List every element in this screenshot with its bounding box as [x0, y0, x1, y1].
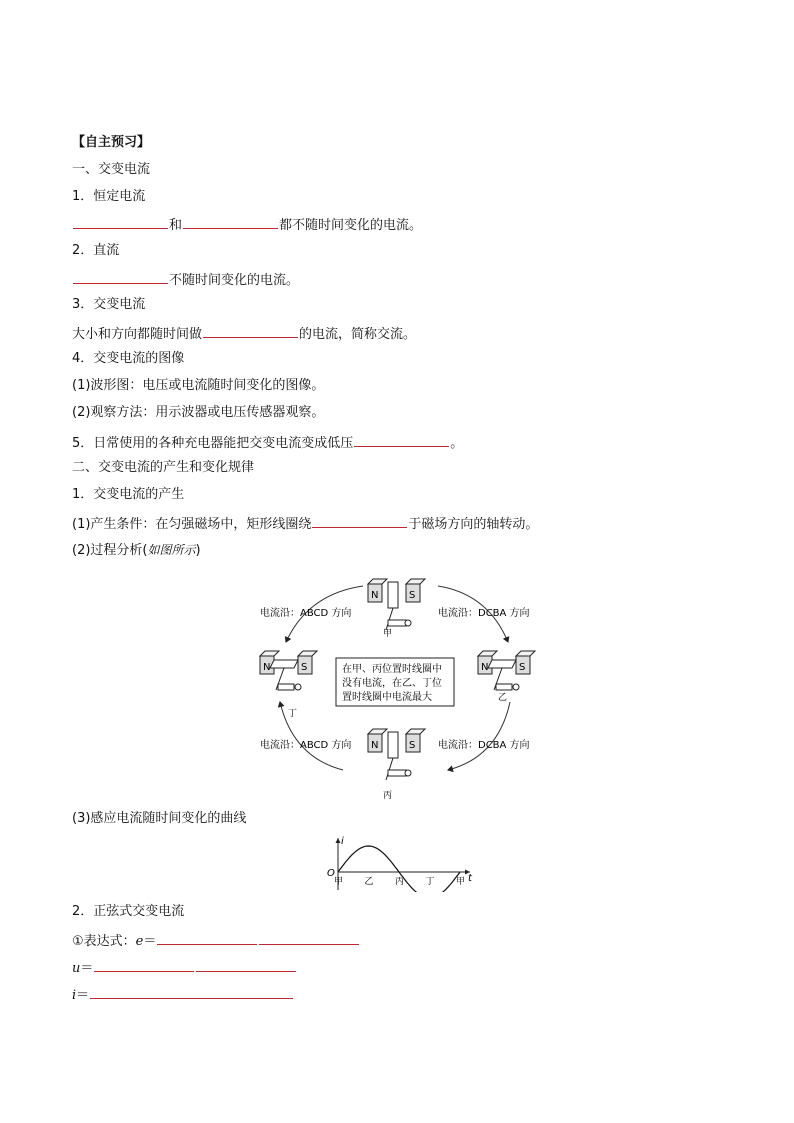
- answer-blank[interactable]: [312, 513, 407, 528]
- curve-label: (3)感应电流随时间变化的曲线: [72, 811, 247, 826]
- answer-blank[interactable]: [259, 930, 359, 945]
- item1-title: 1．恒定电流: [72, 189, 146, 204]
- x-tick-label: 甲: [334, 877, 344, 887]
- equals-sign: ＝: [143, 934, 157, 949]
- flow-arrow-right-down: [448, 702, 510, 770]
- answer-blank[interactable]: [203, 323, 298, 338]
- item2-end-text: 不随时间变化的电流。: [169, 273, 300, 288]
- item5-line: [72, 432, 463, 453]
- equals-sign: ＝: [76, 988, 90, 1003]
- item5-start-text: 5．日常使用的各种充电器能把交变电流变成低压: [72, 436, 354, 451]
- center-note-line3: 置时线圈中电流最大: [342, 692, 432, 703]
- magnet-s: S: [301, 662, 308, 673]
- answer-blank[interactable]: [196, 957, 296, 972]
- magnet-n: N: [371, 590, 379, 601]
- expression-prefix: ①表达式：: [72, 934, 136, 949]
- item3-line: [72, 323, 416, 344]
- condition-end-text: 于磁场方向的轴转动。: [408, 517, 539, 532]
- var-i: i: [72, 988, 77, 1003]
- process-note: 如图所示: [147, 543, 196, 557]
- answer-blank[interactable]: [90, 984, 293, 999]
- equals-sign: ＝: [80, 961, 94, 976]
- process-line: [72, 541, 201, 560]
- generator-unit-right: [478, 651, 535, 703]
- process-text: (2)过程分析(: [72, 543, 148, 558]
- answer-blank[interactable]: [73, 214, 168, 229]
- generator-unit-top: [368, 579, 425, 639]
- answer-blank[interactable]: [73, 269, 168, 284]
- label-top-left: 电流沿：ABCD 方向: [260, 608, 352, 619]
- item4-line2: (2)观察方法：用示波器或电压传感器观察。: [72, 405, 325, 420]
- part1-heading: 一、交变电流: [72, 162, 151, 177]
- process-close: ): [195, 543, 201, 558]
- x-tick-label: 甲: [456, 877, 466, 887]
- position-label-left: 丁: [288, 709, 298, 719]
- item3-start-text: 大小和方向都随时间做: [72, 327, 203, 342]
- magnet-s: S: [409, 590, 416, 601]
- item1-line: [72, 214, 422, 235]
- label-bottom-right: 电流沿：DCBA 方向: [438, 740, 530, 751]
- condition-line: [72, 513, 538, 534]
- item3-title: 3．交变电流: [72, 297, 146, 312]
- magnet-n: N: [263, 662, 271, 673]
- x-axis-label: t: [468, 873, 472, 884]
- expression-e-line: [72, 930, 360, 951]
- item3-end-text: 的电流，简称交流。: [299, 327, 417, 342]
- item2-title: 2．直流: [72, 243, 120, 258]
- expression-i-line: [72, 984, 294, 1005]
- answer-blank[interactable]: [183, 214, 278, 229]
- item1-end-text: 都不随时间变化的电流。: [279, 218, 423, 233]
- x-tick-label: 乙: [364, 877, 374, 887]
- x-tick-label: 丁: [425, 877, 435, 887]
- generator-unit-left: [260, 651, 317, 719]
- position-label-bottom: 丙: [383, 791, 393, 801]
- var-e: e: [135, 934, 144, 949]
- generator-diagram: [248, 572, 548, 804]
- position-label-top: 甲: [383, 629, 393, 639]
- item4-title: 4．交变电流的图像: [72, 351, 185, 366]
- sub1-title: 1．交变电流的产生: [72, 487, 185, 502]
- item4-line1: (1)波形图：电压或电流随时间变化的图像。: [72, 378, 325, 393]
- answer-blank[interactable]: [354, 432, 449, 447]
- origin-label: O: [327, 868, 335, 879]
- item5-end-text: 。: [450, 436, 464, 451]
- answer-blank[interactable]: [94, 957, 194, 972]
- var-u: u: [72, 961, 81, 976]
- magnet-s: S: [519, 662, 526, 673]
- magnet-n: N: [371, 740, 379, 751]
- x-tick-label: 丙: [395, 877, 405, 887]
- part2-heading: 二、交变电流的产生和变化规律: [72, 460, 255, 475]
- position-label-right: 乙: [498, 693, 508, 703]
- current-time-chart: [318, 834, 478, 892]
- y-axis-arrow: [336, 838, 341, 843]
- center-note-line2: 没有电流，在乙、丁位: [342, 678, 442, 689]
- condition-start-text: (1)产生条件：在匀强磁场中，矩形线圈绕: [72, 517, 312, 532]
- answer-blank[interactable]: [157, 930, 257, 945]
- center-note-line1: 在甲、丙位置时线圈中: [342, 664, 442, 675]
- sub2-title: 2．正弦式交变电流: [72, 904, 185, 919]
- label-bottom-left: 电流沿：ABCD 方向: [260, 740, 352, 751]
- item1-mid-text: 和: [169, 218, 183, 233]
- magnet-n: N: [481, 662, 489, 673]
- generator-unit-bottom: [368, 729, 425, 801]
- section-header: 【自主预习】: [72, 135, 151, 150]
- item2-line: [72, 269, 299, 290]
- y-axis-label: i: [341, 836, 344, 847]
- label-top-right: 电流沿：DCBA 方向: [438, 608, 530, 619]
- expression-u-line: [72, 957, 297, 978]
- magnet-s: S: [409, 740, 416, 751]
